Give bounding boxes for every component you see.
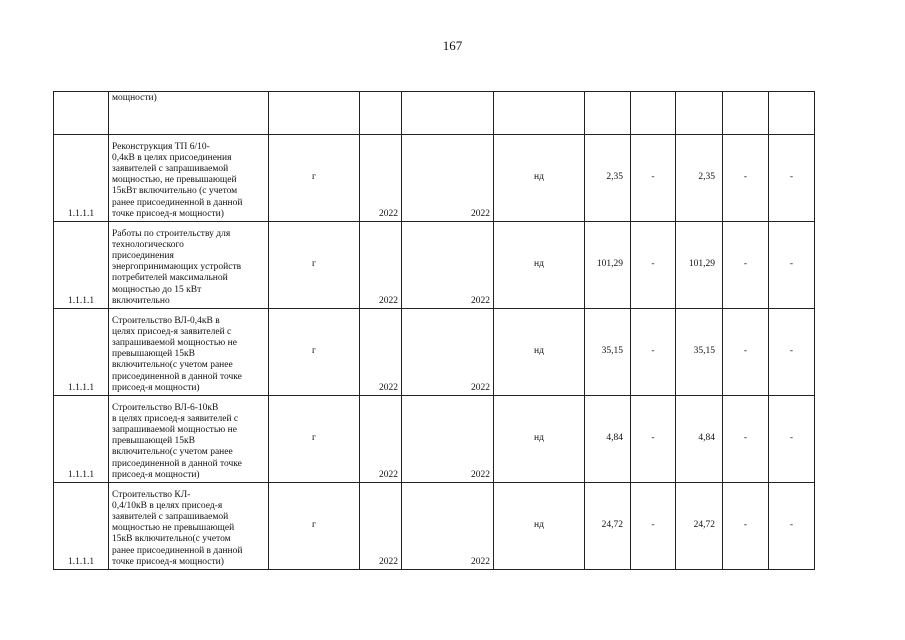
year-start-cell: 2022	[360, 135, 402, 222]
value-cell: -	[723, 222, 769, 309]
value-cell: -	[769, 309, 815, 396]
year-end-cell: 2022	[402, 135, 494, 222]
value-cell: 101,29	[585, 222, 631, 309]
name-cell: Строительство КЛ- 0,4/10кВ в целях присоед-я заявителей с запрашиваемой мощностью не превышающей 15кВ включительно(с учетом ранее присоединенной в данной точке присоед-я мощности)	[109, 483, 269, 570]
year-start-cell: 2022	[360, 309, 402, 396]
type-cell: г	[269, 309, 360, 396]
status-cell: нд	[494, 135, 585, 222]
year-end-cell: 2022	[402, 483, 494, 570]
code-cell	[54, 92, 109, 135]
year-end-cell: 2022	[402, 309, 494, 396]
year-end-cell: 2022	[402, 222, 494, 309]
status-cell: нд	[494, 222, 585, 309]
page-number: 167	[442, 38, 463, 53]
status-cell: нд	[494, 483, 585, 570]
table-row	[54, 222, 815, 309]
value-cell: 24,72	[676, 483, 723, 570]
status-cell: нд	[494, 309, 585, 396]
value-cell: -	[769, 483, 815, 570]
value-cell: 4,84	[676, 396, 723, 483]
value-cell: 2,35	[585, 135, 631, 222]
value-cell: 2,35	[676, 135, 723, 222]
table-row	[54, 396, 815, 483]
value-cell: -	[723, 483, 769, 570]
code-cell: 1.1.1.1	[54, 222, 109, 309]
value-cell: -	[631, 309, 676, 396]
table-row	[54, 135, 815, 222]
value-cell: -	[631, 135, 676, 222]
value-cell: -	[631, 396, 676, 483]
table-row	[54, 309, 815, 396]
investment-table	[53, 91, 815, 570]
type-cell: г	[269, 135, 360, 222]
value-cell: -	[769, 222, 815, 309]
code-cell: 1.1.1.1	[54, 483, 109, 570]
value-cell: -	[769, 135, 815, 222]
table-row	[54, 483, 815, 570]
type-cell: г	[269, 396, 360, 483]
type-cell: г	[269, 483, 360, 570]
year-start-cell: 2022	[360, 396, 402, 483]
value-cell: -	[631, 222, 676, 309]
code-cell: 1.1.1.1	[54, 309, 109, 396]
year-end-cell: 2022	[402, 396, 494, 483]
value-cell: -	[723, 396, 769, 483]
name-cell: мощности)	[109, 92, 269, 135]
table-row	[54, 92, 815, 135]
value-cell: 24,72	[585, 483, 631, 570]
type-cell: г	[269, 222, 360, 309]
code-cell: 1.1.1.1	[54, 135, 109, 222]
value-cell: 101,29	[676, 222, 723, 309]
code-cell: 1.1.1.1	[54, 396, 109, 483]
value-cell: -	[723, 309, 769, 396]
name-cell: Реконструкция ТП 6/10- 0,4кВ в целях присоединения заявителей с запрашиваемой мощностью, не превышающей 15кВт включительно (с учетом ранее присоединенной в данной точке присоед-я мощности)	[109, 135, 269, 222]
value-cell: 35,15	[585, 309, 631, 396]
value-cell: -	[631, 483, 676, 570]
year-start-cell: 2022	[360, 222, 402, 309]
value-cell: -	[769, 396, 815, 483]
value-cell: 35,15	[676, 309, 723, 396]
name-cell: Строительство ВЛ-0,4кВ в целях присоед-я заявителей с запрашиваемой мощностью не превышающей 15кВ включительно(с учетом ранее присоединенной в данной точке присоед-я мощности)	[109, 309, 269, 396]
name-cell: Работы по строительству для технологического присоединения энергопринимающих устройств потребителей максимальной мощностью до 15 кВт включительно	[109, 222, 269, 309]
value-cell: 4,84	[585, 396, 631, 483]
name-cell: Строительство ВЛ-6-10кВ в целях присоед-я заявителей с запрашиваемой мощностью не превышающей 15кВ включительно(с учетом ранее присоединенной в данной точке присоед-я мощности)	[109, 396, 269, 483]
status-cell: нд	[494, 396, 585, 483]
value-cell: -	[723, 135, 769, 222]
year-start-cell: 2022	[360, 483, 402, 570]
